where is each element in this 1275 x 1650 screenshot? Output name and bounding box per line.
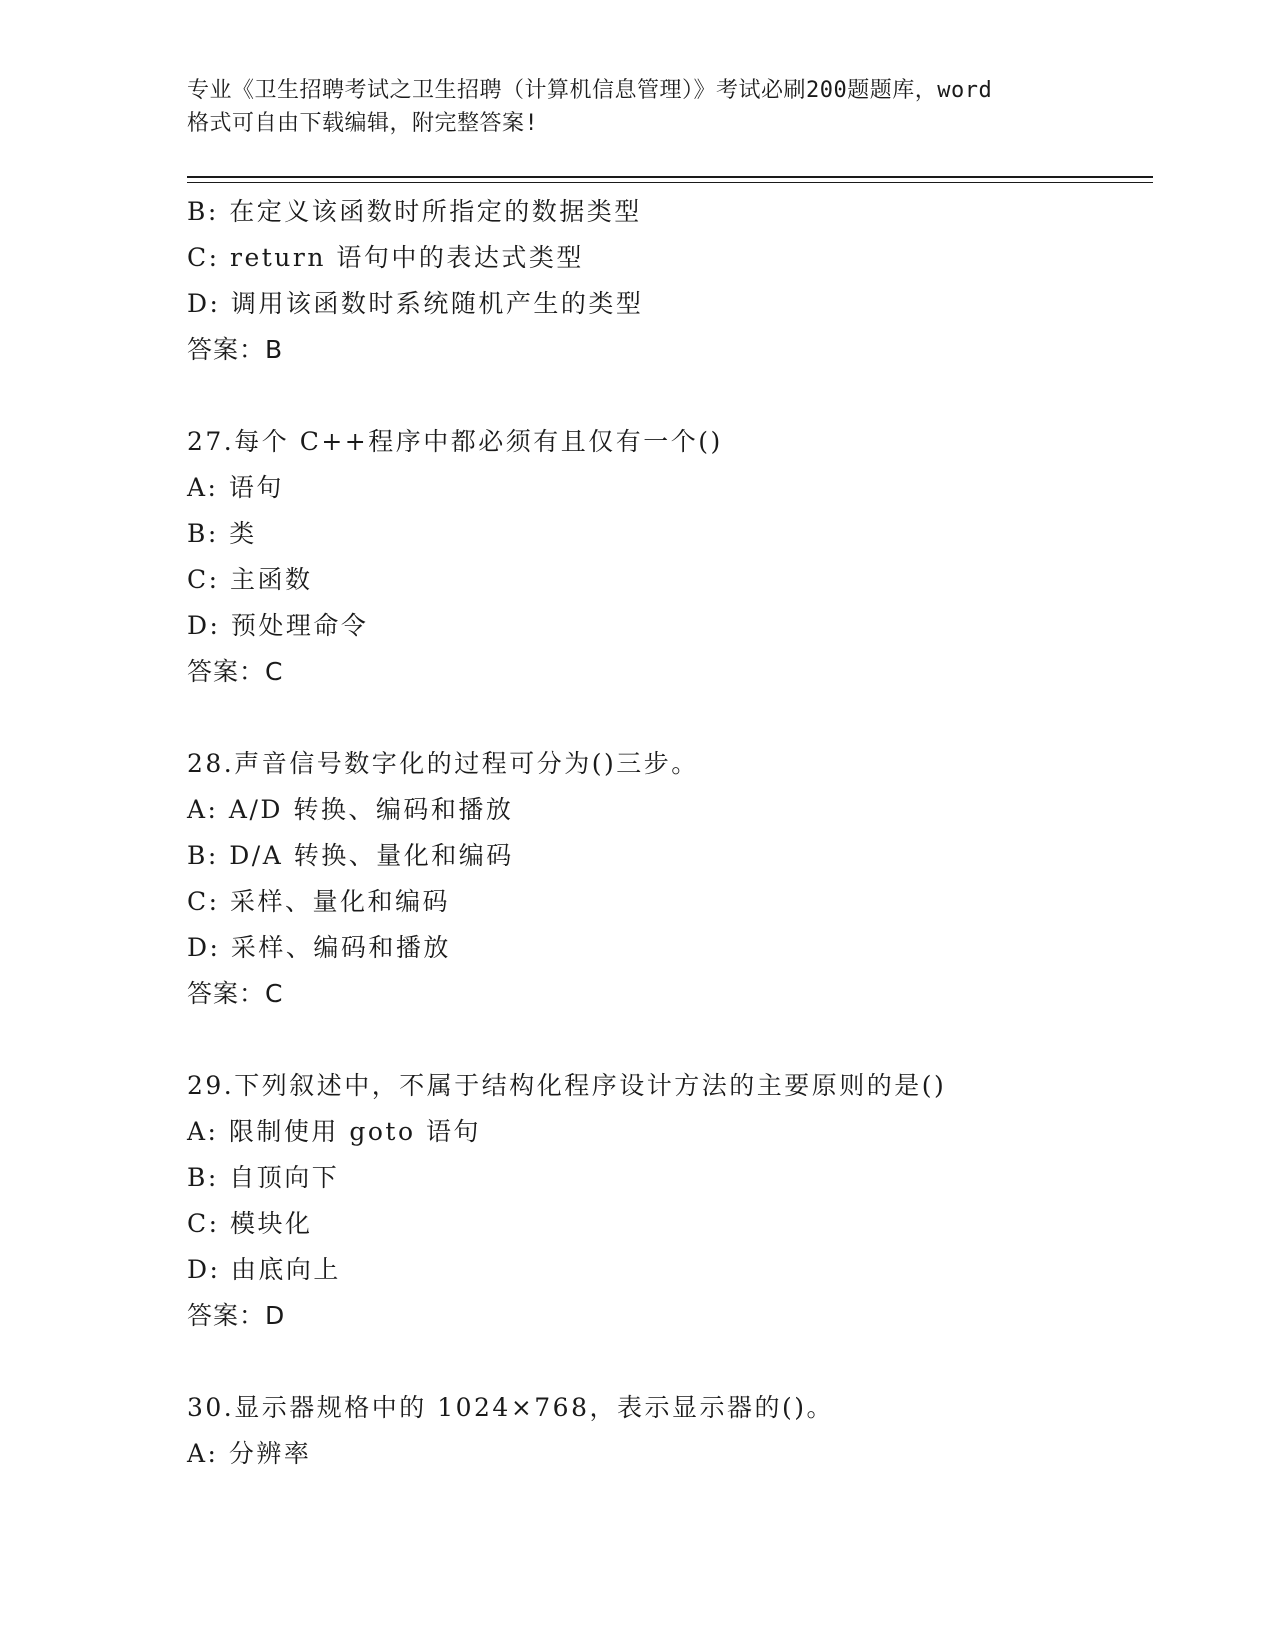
question-content [187,189,1153,1477]
answer-line: 答案：C [187,979,284,1008]
spacer [187,695,1153,741]
spacer [187,1017,1153,1063]
header-line-2: 格式可自由下载编辑，附完整答案! [187,111,539,136]
spacer [187,1339,1153,1385]
header-divider-thick [187,176,1153,178]
option-c: C: return 语句中的表达式类型 [187,243,584,272]
question-text: 30.显示器规格中的 1024×768，表示显示器的()。 [187,1393,835,1422]
question-text: 27.每个 C++程序中都必须有且仅有一个() [187,427,723,456]
option-b: B: D/A 转换、量化和编码 [187,841,514,870]
option-d: D: 调用该函数时系统随机产生的类型 [187,289,644,318]
answer-line: 答案：C [187,657,284,686]
option-c: C: 主函数 [187,565,313,594]
option-a: A: 语句 [187,473,284,502]
option-d: D: 采样、编码和播放 [187,933,451,962]
option-b: B: 自顶向下 [187,1163,340,1192]
question-block-29 [187,1063,1153,1339]
question-text: 29.下列叙述中，不属于结构化程序设计方法的主要原则的是() [187,1071,947,1100]
answer-line: 答案：D [187,1301,286,1330]
spacer [187,373,1153,419]
question-block-27 [187,419,1153,695]
header-line-1: 专业《卫生招聘考试之卫生招聘（计算机信息管理）》考试必刷200题题库，word [187,78,993,103]
question-text: 28.声音信号数字化的过程可分为()三步。 [187,749,699,778]
header-divider-thin [187,182,1153,183]
option-d: D: 由底向上 [187,1255,341,1284]
option-c: C: 模块化 [187,1209,313,1238]
question-block-28 [187,741,1153,1017]
answer-line: 答案：B [187,335,284,364]
option-b: B: 类 [187,519,257,548]
option-a: A: 分辨率 [187,1439,312,1468]
document-header [187,74,1087,140]
option-a: A: A/D 转换、编码和播放 [187,795,514,824]
question-block-30 [187,1385,1153,1477]
option-a: A: 限制使用 goto 语句 [187,1117,481,1146]
option-d: D: 预处理命令 [187,611,369,640]
option-b: B: 在定义该函数时所指定的数据类型 [187,197,642,226]
question-block-prev [187,189,1153,373]
option-c: C: 采样、量化和编码 [187,887,450,916]
